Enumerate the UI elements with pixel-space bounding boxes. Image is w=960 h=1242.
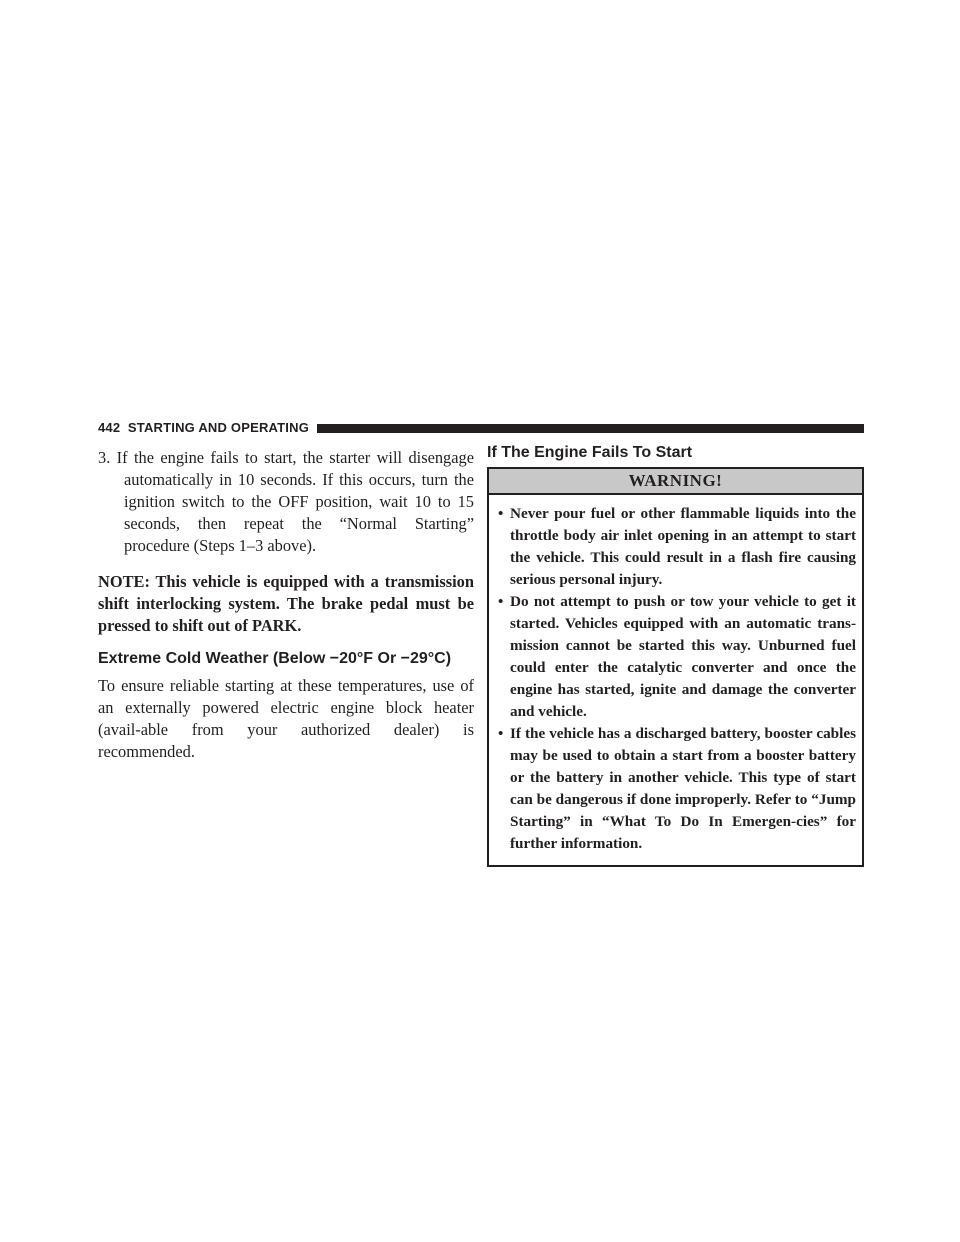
bullet-icon: • xyxy=(498,593,504,610)
page-number: 442 xyxy=(98,420,121,435)
engine-fails-heading: If The Engine Fails To Start xyxy=(487,444,693,461)
note-paragraph: NOTE: This vehicle is equipped with a transmission shift interlocking system. The brake pedal must be pressed to shift out of PARK. xyxy=(98,572,474,635)
cold-weather-heading: Extreme Cold Weather (Below −20°F Or −29°C) xyxy=(98,650,452,667)
warning-bullet-text: If the vehicle has a discharged battery, booster cables may be used to obtain a start from a booster battery or the battery in another vehicle. This type of start can be dangerous if done improperly. Refer to “Jump Starting” in “What To Do In Emergen-cies” for further information. xyxy=(510,725,856,852)
step-3-paragraph: 3. If the engine fails to start, the starter will disengage automatically in 10 seconds. If this occurs, turn the ignition switch to the OFF position, wait 10 to 15 seconds, then repeat the “Normal Starting” procedure (Steps 1–3 above). xyxy=(98,448,474,555)
warning-bullet-item xyxy=(495,591,856,723)
left-column xyxy=(98,447,474,763)
page-header xyxy=(98,420,864,436)
warning-bullet-item xyxy=(495,723,856,855)
warning-bullet-text: Never pour fuel or other flammable liquids into the throttle body air inlet opening in an attempt to start the vehicle. This could result in a flash fire causing serious personal injury. xyxy=(510,505,856,588)
warning-box xyxy=(487,467,864,867)
right-column xyxy=(487,443,864,867)
bullet-icon: • xyxy=(498,725,504,742)
page-header-label xyxy=(98,420,317,436)
header-rule xyxy=(317,424,864,433)
warning-title: WARNING! xyxy=(489,469,862,495)
section-title: STARTING AND OPERATING xyxy=(127,420,310,435)
warning-body xyxy=(489,495,862,865)
cold-weather-paragraph: To ensure reliable starting at these temperatures, use of an externally powered electric engine block heater (avail-able from your authorized dealer) is recommended. xyxy=(98,676,474,761)
warning-bullet-item xyxy=(495,503,856,591)
warning-bullet-text: Do not attempt to push or tow your vehicle to get it started. Vehicles equipped with an automatic trans-mission cannot be started this way. Unburned fuel could enter the catalytic converter and once the engine has started, ignite and damage the converter and vehicle. xyxy=(510,593,856,720)
bullet-icon: • xyxy=(498,505,504,522)
